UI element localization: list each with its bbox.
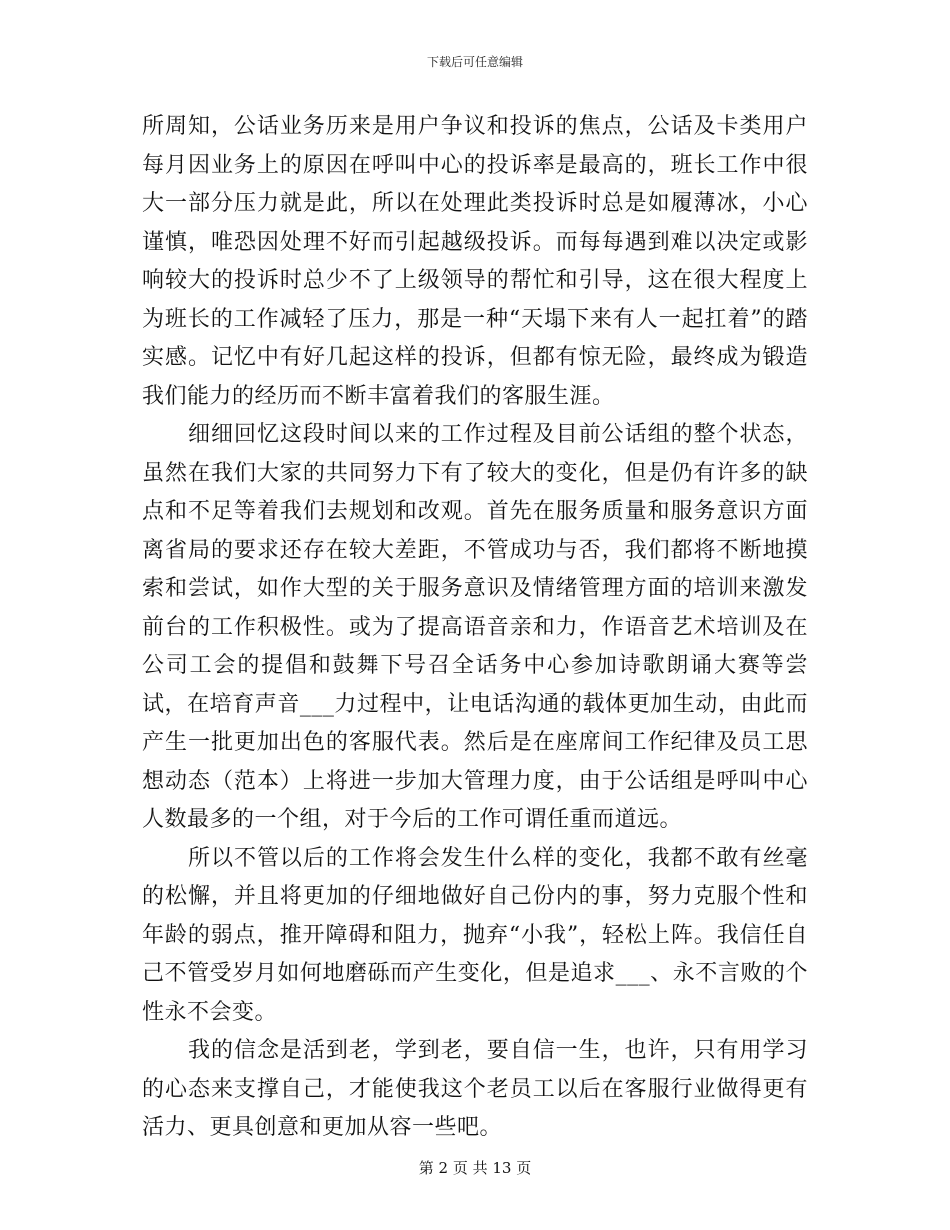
page-header: 下载后可任意编辑 <box>426 55 523 69</box>
paragraph-continuation: 所周知，公话业务历来是用户争议和投诉的焦点，公话及卡类用户每月因业务上的原因在呼叫中心的投诉率是最高的，班长工作中很大一部分压力就是此，所以在处理此类投诉时总是如履薄冰，小心谨慎，唯恐因处理不好而引起越级投诉。而每每遇到难以决定或影响较大的投诉时总少不了上级领导的帮忙和引导，这在很大程度上为班长的工作减轻了压力，那是一种“天塌下来有人一起扛着”的踏实感。记忆中有好几起这样的投诉，但都有惊无险，最终成为锻造我们能力的经历而不断丰富着我们的客服生涯。 <box>142 114 808 409</box>
paragraph-review: 细细回忆这段时间以来的工作过程及目前公话组的整个状态，虽然在我们大家的共同努力下有了较大的变化，但是仍有许多的缺点和不足等着我们去规划和改观。首先在服务质量和服务意识方面离省局的要求还存在较大差距，不管成功与否，我们都将不断地摸索和尝试，如作大型的关于服务意识及情绪管理方面的培训来激发前台的工作积极性。或为了提高语音亲和力，作语音艺术培训及在公司工会的提倡和鼓舞下号召全话务中心参加诗歌朗诵大赛等尝试，在培育声音___力过程中，让电话沟通的载体更加生动，由此而产生一批更加出色的客服代表。然后是在座席间工作纪律及员工思想动态（范本）上将进一步加大管理力度，由于公话组是呼叫中心人数最多的一个组，对于今后的工作可谓任重而道远。 <box>142 422 808 832</box>
paragraph-belief: 我的信念是活到老，学到老，要自信一生，也许，只有用学习的心态来支撑自己，才能使我这个老员工以后在客服行业做得更有活力、更具创意和更加从容一些吧。 <box>142 1038 808 1140</box>
document-body <box>142 108 808 1148</box>
page-number: 第 2 页 共 13 页 <box>418 1159 532 1177</box>
paragraph-commitment: 所以不管以后的工作将会发生什么样的变化，我都不敢有丝毫的松懈，并且将更加的仔细地做好自己份内的事，努力克服个性和年龄的弱点，推开障碍和阻力，抛弃“小我”，轻松上阵。我信任自己不管受岁月如何地磨砾而产生变化，但是追求___、永不言败的个性永不会变。 <box>142 845 808 1025</box>
